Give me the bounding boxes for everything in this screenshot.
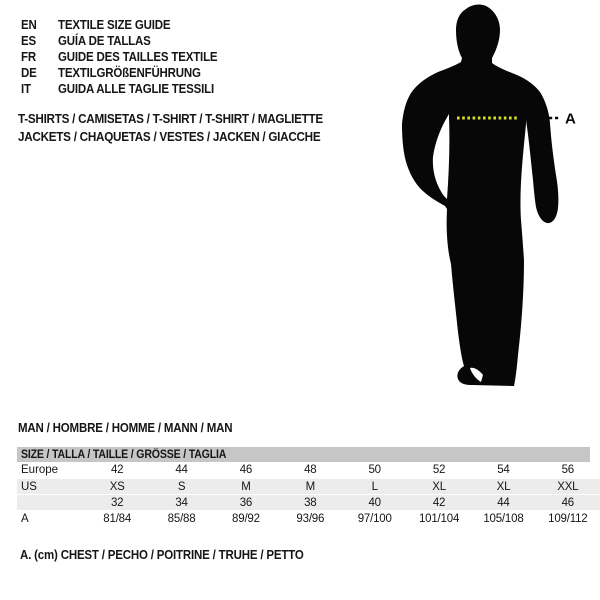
size-cell: 34 [175,496,188,509]
size-cell: XXL [557,480,579,493]
language-title: GUÍA DE TALLAS [58,34,151,48]
language-code: IT [21,82,31,96]
size-cell: L [371,480,378,493]
size-cell: 89/92 [232,512,260,525]
language-row-de [21,65,231,81]
garment-categories [18,110,357,145]
language-title: TEXTILE SIZE GUIDE [58,18,171,32]
man-figure [398,0,600,400]
table-row-us [17,478,600,494]
table-row-europe [17,462,600,478]
language-row-en [21,17,231,33]
size-cell: 109/112 [548,512,588,525]
size-cell: 81/84 [103,512,132,525]
language-code: FR [21,50,36,64]
size-cell: 46 [561,496,575,509]
man-silhouette [402,5,558,386]
language-title: TEXTILGRÖßENFÜHRUNG [58,66,201,80]
size-cell: 56 [561,464,575,476]
language-code: DE [21,66,37,80]
size-cell: 105/108 [483,512,524,525]
row-label: US [21,480,37,493]
size-cell: 93/96 [296,512,325,525]
language-title: GUIDA ALLE TAGLIE TESSILI [58,82,214,96]
language-row-es [21,33,231,49]
size-cell: XL [432,480,446,493]
size-cell: 32 [110,496,124,509]
size-cell: 101/104 [418,512,460,525]
category-tshirts: T-SHIRTS / CAMISETAS / T-SHIRT / T-SHIRT / MAGLIETTE [18,111,323,126]
size-table-header [17,447,590,462]
category-jackets: JACKETS / CHAQUETAS / VESTES / JACKEN / GIACCHE [18,128,321,144]
size-table-header-label: SIZE / TALLA / TAILLE / GRÖSSE / TAGLIA [21,448,227,461]
size-cell: 42 [110,464,124,476]
size-cell: 85/88 [167,512,196,525]
size-cell: 44 [497,496,510,509]
size-cell: 40 [368,496,381,509]
size-cell: 52 [432,464,446,476]
size-cell: 48 [304,464,317,476]
language-row-it [21,81,231,97]
language-code: EN [21,18,37,32]
size-cell: 42 [432,496,446,509]
measurement-footnote: A. (cm) CHEST / PECHO / POITRINE / TRUHE / PETTO [20,548,304,562]
row-label: Europe [21,464,59,476]
size-cell: S [177,480,186,493]
size-cell: 44 [175,464,188,476]
size-cell: 97/100 [357,512,392,525]
size-cell: XL [496,480,511,493]
row-label: A [21,512,29,525]
size-cell: 50 [368,464,381,476]
table-row-uk [17,494,600,510]
section-title-man: MAN / HOMBRE / HOMME / MANN / MAN [18,421,233,435]
table-row-chest [17,510,600,527]
man-silhouette-svg [398,0,600,400]
size-table [17,447,600,527]
measure-label-a: A [565,110,576,128]
language-code: ES [21,34,36,48]
language-list [21,17,231,97]
size-cell: XS [109,480,125,493]
language-title: GUIDE DES TAILLES TEXTILE [58,50,218,64]
size-cell: 36 [239,496,253,509]
size-cell: 46 [239,464,253,476]
size-cell: M [305,480,315,493]
language-row-fr [21,49,231,65]
size-cell: 54 [497,464,510,476]
size-cell: M [241,480,251,493]
size-cell: 38 [304,496,317,509]
